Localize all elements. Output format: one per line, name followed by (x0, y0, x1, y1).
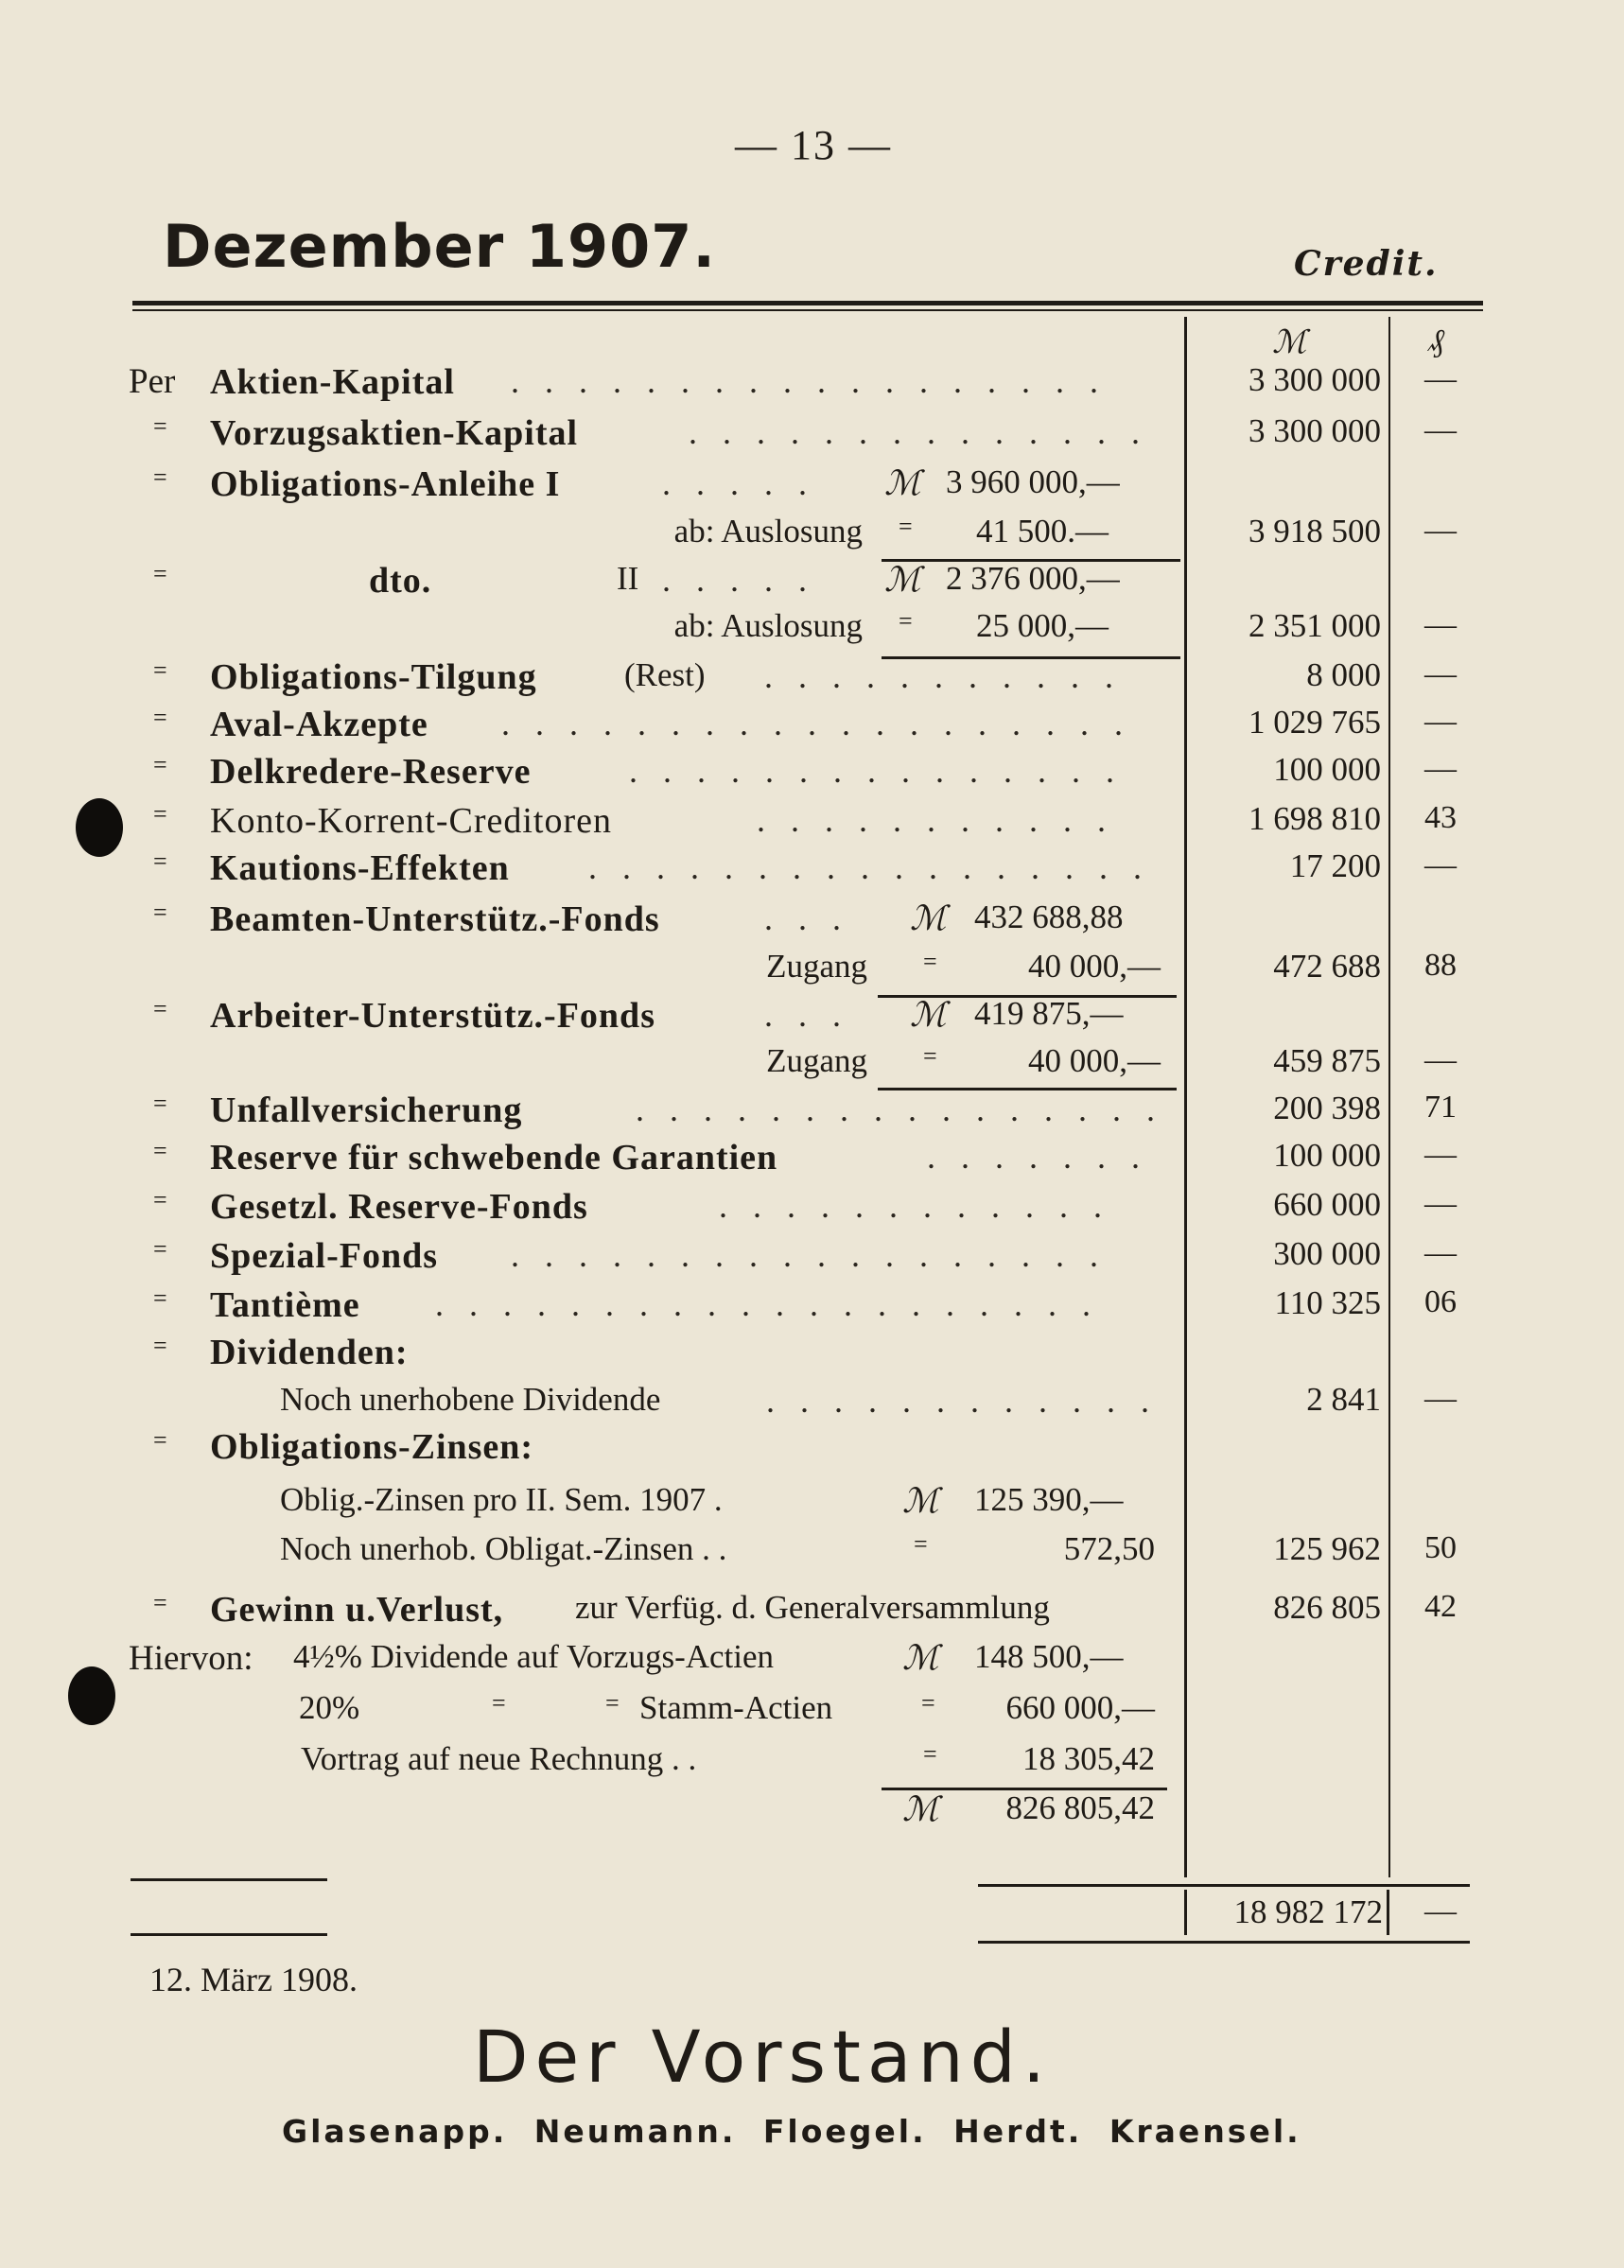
pfennig-column-header: ₰ (1428, 323, 1444, 358)
ledger-line (0, 1530, 1624, 1579)
ditto-mark: = (153, 560, 167, 587)
line-pfennig: — (1424, 751, 1457, 786)
leader-dots: . . . . . . . (927, 1138, 1148, 1176)
ledger-line (0, 1137, 1624, 1186)
sub-amount: 125 390,— (974, 1481, 1124, 1518)
line-amount: 472 688 (1273, 948, 1381, 985)
sub-amount: 432 688,88 (974, 898, 1124, 935)
line-pfennig: 71 (1424, 1090, 1457, 1125)
ditto-mark: = (153, 1284, 167, 1312)
page-title: Dezember 1907. (163, 212, 716, 281)
line-amount: 17 200 (1289, 847, 1381, 884)
line-amount: 3 918 500 (1249, 513, 1381, 550)
line-label: Obligations-Anleihe I (210, 464, 561, 504)
total-rule-top (978, 1884, 1470, 1887)
line-label: Reserve für schwebende Garantien (210, 1138, 778, 1178)
ledger-line (0, 607, 1624, 656)
sub-amount: 2 376 000,— (946, 560, 1120, 597)
line-pfennig: — (1424, 847, 1457, 882)
page-number: — 13 — (735, 122, 892, 168)
sub-label: Noch unerhobene Dividende (280, 1381, 661, 1418)
ditto-mark: = (914, 1530, 928, 1558)
footer-rule-left-1 (131, 1878, 327, 1881)
ditto-mark: = (605, 1689, 620, 1717)
line-amount: 100 000 (1273, 1137, 1381, 1174)
sub-label: zur Verfüg. d. Generalversammlung (575, 1589, 1050, 1626)
sub-label: Noch unerhob. Obligat.-Zinsen . . (280, 1530, 727, 1567)
ledger-line (0, 1426, 1624, 1475)
leader-dots: . . . . . . . . . . . . . . (689, 413, 1148, 451)
mark-symbol: ℳ (884, 464, 921, 502)
sub-label: Zugang (766, 1042, 867, 1079)
signature-title: Der Vorstand. (473, 2015, 1053, 2099)
ditto-mark: = (153, 704, 167, 731)
leader-dots: . . . . . . . . . . . (757, 801, 1114, 839)
leader-dots: . . . . . . . . . . . . . . . . . . (511, 1236, 1107, 1274)
sub-amount: 40 000,— (1028, 1042, 1161, 1079)
line-amount: 3 300 000 (1249, 412, 1381, 449)
line-amount: 1 698 810 (1249, 800, 1381, 837)
ditto-mark: = (153, 995, 167, 1022)
sub-amount: 18 305,42 (1022, 1740, 1155, 1777)
ledger-line (0, 1332, 1624, 1381)
line-amount: 200 398 (1273, 1090, 1381, 1126)
ditto-mark: = (153, 800, 167, 828)
credit-label: Credit. (1294, 244, 1439, 284)
line-amount: 110 325 (1274, 1284, 1381, 1321)
sub-label: Vortrag auf neue Rechnung . . (301, 1740, 697, 1777)
line-amount: 826 805 (1273, 1589, 1381, 1626)
line-pfennig: — (1424, 1186, 1457, 1221)
mark-symbol: ℳ (902, 1482, 939, 1520)
sub-label: Zugang (766, 948, 867, 985)
line-label: Konto-Korrent-Creditoren (210, 801, 612, 841)
sub-amount: 660 000,— (1005, 1689, 1155, 1726)
line-label: Beamten-Unterstütz.-Fonds (210, 899, 660, 939)
line-amount: 2 351 000 (1249, 607, 1381, 644)
ledger-line (0, 898, 1624, 948)
ledger-line (0, 751, 1624, 800)
line-label: Arbeiter-Unterstütz.-Fonds (210, 996, 655, 1036)
ledger-line (0, 463, 1624, 513)
line-pfennig: 50 (1424, 1530, 1457, 1565)
line-amount: 2 841 (1306, 1381, 1381, 1418)
line-roman: II (617, 560, 639, 597)
leader-dots: . . . . . . . . . . . . (766, 1382, 1158, 1420)
line-amount: 125 962 (1273, 1530, 1381, 1567)
ditto-mark: = (153, 847, 167, 875)
sub-amount: 40 000,— (1028, 948, 1161, 985)
leader-dots: . . . . . . . . . . . . . . . . (636, 1090, 1163, 1128)
ledger-line (0, 560, 1624, 609)
ditto-mark: = (153, 751, 167, 778)
sub-label: ab: Auslosung (673, 607, 863, 644)
ditto-mark: = (923, 1042, 937, 1070)
line-label: Vorzugsaktien-Kapital (210, 413, 579, 453)
line-label: Obligations-Tilgung (210, 657, 537, 697)
ledger-line (0, 800, 1624, 849)
sub-amount: 419 875,— (974, 995, 1124, 1032)
line-amount: 1 029 765 (1249, 704, 1381, 741)
sub-label: (Rest) (624, 656, 706, 693)
sub-amount: 148 500,— (974, 1638, 1124, 1675)
leader-dots: . . . . . . . . . . . . . . . . . . (511, 362, 1107, 400)
mark-symbol: ℳ (910, 996, 947, 1034)
header-rule-thick (132, 301, 1483, 305)
line-pfennig: 43 (1424, 800, 1457, 835)
ledger-line (0, 1235, 1624, 1284)
sub-label-2: Stamm-Actien (639, 1689, 833, 1726)
ditto-mark: = (153, 463, 167, 491)
leader-dots: . . . . . . . . . . . . . . . (629, 752, 1123, 790)
line-pfennig: — (1424, 513, 1457, 548)
line-label: Unfallversicherung (210, 1090, 523, 1130)
line-amount: 459 875 (1273, 1042, 1381, 1079)
line-label: Tantième (210, 1285, 360, 1325)
ledger-line (0, 1042, 1624, 1091)
ledger-line (0, 1481, 1624, 1530)
leader-dots: . . . . . (662, 561, 815, 599)
leader-dots: . . . . . . . . . . . . . . . . . (588, 848, 1150, 886)
line-pfennig: — (1424, 1235, 1457, 1270)
line-amount: 100 000 (1273, 751, 1381, 788)
line-pfennig: 42 (1424, 1589, 1457, 1624)
sub-amount: 826 805,42 (1005, 1789, 1155, 1826)
ditto-mark: = (153, 1332, 167, 1359)
ledger-line (0, 995, 1624, 1044)
line-label: Gesetzl. Reserve-Fonds (210, 1187, 588, 1227)
ledger-line (0, 1740, 1624, 1789)
ledger-line (0, 1638, 1624, 1687)
ledger-line (0, 1689, 1624, 1738)
ditto-mark: = (153, 412, 167, 440)
header-rule-thin (132, 309, 1483, 311)
line-amount: 660 000 (1273, 1186, 1381, 1223)
ditto-mark: = (153, 1589, 167, 1616)
ledger-line (0, 361, 1624, 410)
board-names: Glasenapp. Neumann. Floegel. Herdt. Kraensel. (282, 2113, 1301, 2150)
line-amount: 3 300 000 (1249, 361, 1381, 398)
line-label: Dividenden: (210, 1333, 409, 1372)
line-label: Spezial-Fonds (210, 1236, 439, 1276)
sub-amount: 41 500.— (976, 513, 1109, 550)
mark-symbol: ℳ (902, 1790, 939, 1828)
ditto-mark: = (153, 1235, 167, 1263)
line-label: Aval-Akzepte (210, 705, 428, 744)
sub-amount: 572,50 (1063, 1530, 1155, 1567)
ditto-mark: = (153, 656, 167, 684)
sub-amount: 25 000,— (976, 607, 1109, 644)
sub-label: Oblig.-Zinsen pro II. Sem. 1907 . (280, 1481, 723, 1518)
ditto-mark: = (153, 898, 167, 926)
line-pfennig: — (1424, 1042, 1457, 1077)
leader-dots: . . . . . (662, 464, 815, 502)
ditto-mark: = (899, 607, 913, 635)
line-amount: 300 000 (1273, 1235, 1381, 1272)
leader-dots: . . . (764, 996, 849, 1034)
mark-symbol: ℳ (910, 899, 947, 937)
binding-hole (68, 1666, 115, 1725)
sub-label: ab: Auslosung (673, 513, 863, 550)
leader-dots: . . . . . . . . . . . . . . . . . . . (501, 705, 1131, 742)
line-pfennig: — (1424, 1137, 1457, 1172)
grand-total-amount: 18 982 172 (1233, 1893, 1383, 1930)
line-pfennig: 06 (1424, 1284, 1457, 1319)
sub-label: 4½% Dividende auf Vorzugs-Actien (293, 1638, 775, 1675)
line-pfennig: — (1424, 1381, 1457, 1416)
sub-label: 20% (299, 1689, 360, 1726)
ledger-line (0, 1284, 1624, 1334)
ledger-line (0, 1381, 1624, 1430)
footer-rule-left-2 (131, 1933, 327, 1936)
leader-dots: . . . . . . . . . . . . (719, 1187, 1110, 1225)
ledger-line (0, 412, 1624, 462)
ledger-line (0, 513, 1624, 562)
line-label: Delkredere-Reserve (210, 752, 532, 792)
ledger-line (0, 1090, 1624, 1139)
ledger-line (0, 1589, 1624, 1638)
ditto-mark: = (153, 1137, 167, 1164)
ditto-mark: = (921, 1689, 935, 1717)
sub-amount: 3 960 000,— (946, 463, 1120, 500)
ditto-mark: = (899, 513, 913, 540)
line-pfennig: — (1424, 412, 1457, 447)
ditto-mark: = (153, 1090, 167, 1117)
mark-symbol: ℳ (884, 561, 921, 599)
line-label: Kautions-Effekten (210, 848, 510, 888)
ledger-line (0, 847, 1624, 897)
ditto-mark: = (153, 1186, 167, 1213)
ledger-line (0, 1186, 1624, 1235)
document-date: 12. März 1908. (149, 1961, 358, 1998)
ditto-mark: = (492, 1689, 506, 1717)
per-prefix: Per (129, 362, 176, 401)
leader-dots: . . . . . . . . . . . (764, 657, 1122, 695)
ditto-mark: = (153, 1426, 167, 1454)
grand-total-pfennig: — (1424, 1893, 1457, 1928)
line-pfennig: — (1424, 704, 1457, 739)
line-pfennig: — (1424, 607, 1457, 642)
binding-hole (76, 798, 123, 857)
ledger-line (0, 704, 1624, 753)
ditto-mark: = (923, 948, 937, 975)
ledger-line (0, 948, 1624, 997)
leader-dots: . . . (764, 899, 849, 937)
line-label: Aktien-Kapital (210, 362, 455, 402)
leader-dots: . . . . . . . . . . . . . . . . . . . . (435, 1285, 1099, 1323)
line-pfennig: — (1424, 361, 1457, 396)
line-label: dto. (369, 561, 432, 601)
mark-column-header: ℳ (1272, 325, 1307, 360)
ledger-line (0, 656, 1624, 706)
line-label: Gewinn u.Verlust, (210, 1590, 504, 1630)
hiervon-prefix: Hiervon: (129, 1639, 253, 1678)
ditto-mark: = (923, 1740, 937, 1768)
mark-symbol: ℳ (902, 1639, 939, 1677)
line-pfennig: 88 (1424, 948, 1457, 983)
line-label: Obligations-Zinsen: (210, 1427, 534, 1467)
total-rule-bottom (978, 1941, 1470, 1944)
line-amount: 8 000 (1306, 656, 1381, 693)
line-pfennig: — (1424, 656, 1457, 691)
ledger-line (0, 1789, 1624, 1839)
